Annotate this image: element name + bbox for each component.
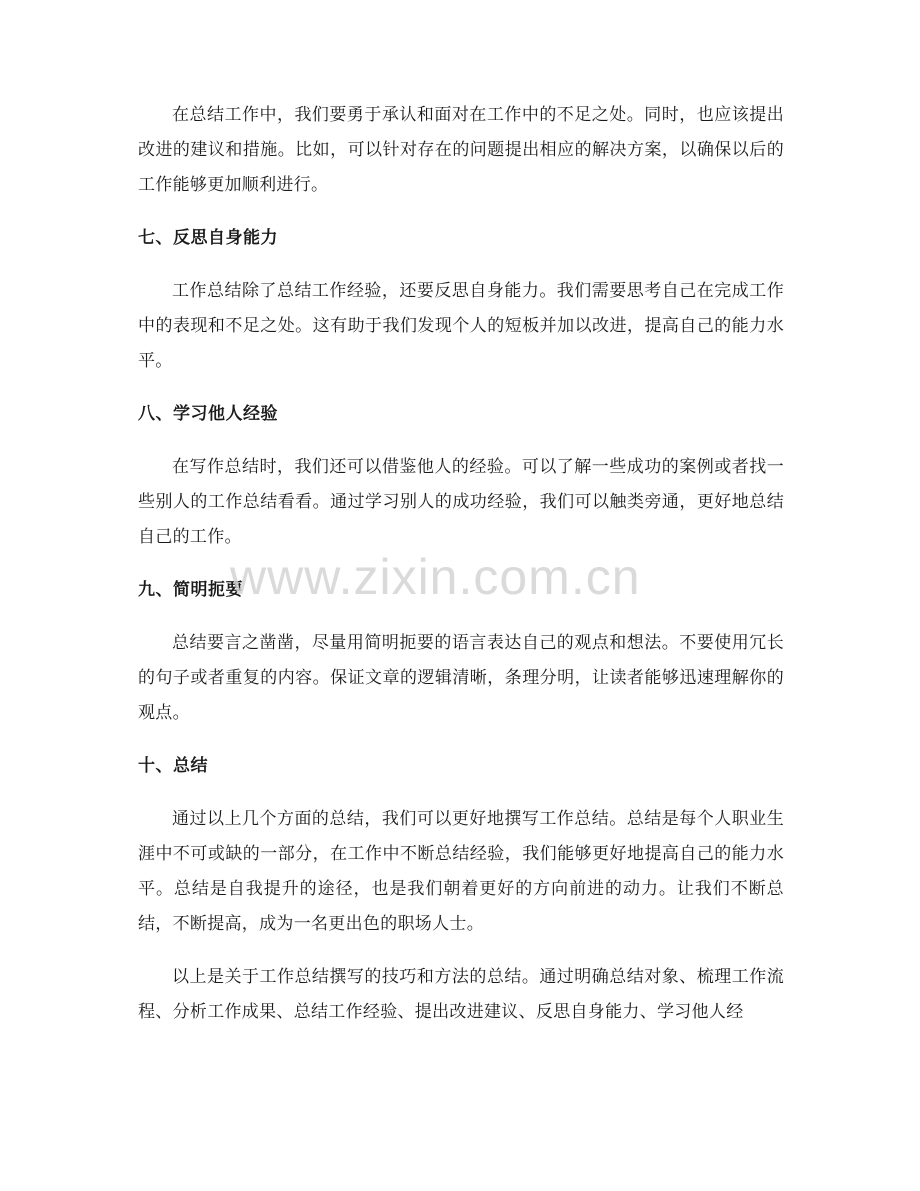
section-paragraph-reflect: 工作总结除了总结工作经验，还要反思自身能力。我们需要思考自己在完成工作中的表现和不足之处。这有助于我们发现个人的短板并加以改进，提高自己的能力水平。 [138, 281, 784, 371]
watermark: www.zixin.com.cn [230, 549, 641, 605]
section-heading-summary: 十、总结 [138, 756, 208, 776]
section-heading-learn: 八、学习他人经验 [138, 404, 278, 424]
section-paragraph-summary: 通过以上几个方面的总结，我们可以更好地撰写工作总结。总结是每个人职业生涯中不可或缺的一部分，在工作中不断总结经验，我们能够更好地提高自己的能力水平。总结是自我提升的途径，也是我们朝着更好的方向前进的动力。让我们不断总结，不断提高，成为一名更出色的职场人士。 [138, 809, 784, 934]
section-heading-concise: 九、简明扼要 [138, 580, 243, 600]
closing-paragraph: 以上是关于工作总结撰写的技巧和方法的总结。通过明确总结对象、梳理工作流程、分析工作成果、总结工作经验、提出改进建议、反思自身能力、学习他人经 [138, 967, 784, 1022]
section-paragraph-concise: 总结要言之凿凿，尽量用简明扼要的语言表达自己的观点和想法。不要使用冗长的句子或者重复的内容。保证文章的逻辑清晰，条理分明，让读者能够迅速理解你的观点。 [138, 633, 784, 723]
intro-paragraph: 在总结工作中，我们要勇于承认和面对在工作中的不足之处。同时，也应该提出改进的建议和措施。比如，可以针对存在的问题提出相应的解决方案，以确保以后的工作能够更加顺利进行。 [138, 105, 784, 195]
section-paragraph-learn: 在写作总结时，我们还可以借鉴他人的经验。可以了解一些成功的案例或者找一些别人的工作总结看看。通过学习别人的成功经验，我们可以触类旁通，更好地总结自己的工作。 [138, 457, 784, 547]
document-page [138, 98, 784, 1030]
section-heading-reflect: 七、反思自身能力 [138, 228, 278, 248]
